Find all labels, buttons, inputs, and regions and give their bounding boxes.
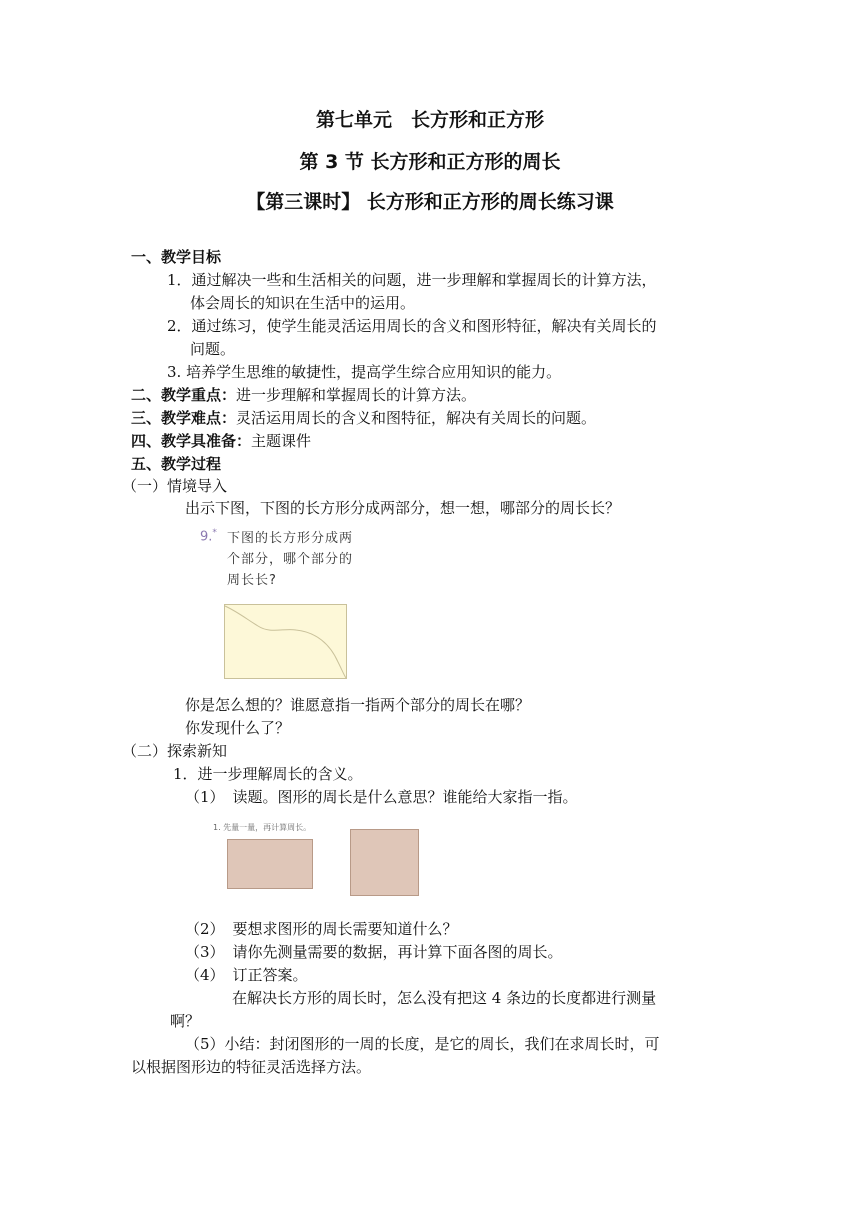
square-shape [350,829,419,896]
step-4-detail-line-2: 啊？ [170,1012,201,1030]
key-point [131,384,476,406]
step-1-text: 读题。图形的周长是什么意思？谁能给大家指一指。 [232,788,578,806]
figure2-caption: 1. 先量一量，再计算周长。 [213,823,312,832]
summary-line-1: （5）小结：封闭图形的一周的长度，是它的周长，我们在求周长时，可 [185,1035,660,1053]
figure1-text [227,528,353,591]
part1-intro: 出示下图，下图的长方形分成两部分，想一想，哪部分的周长长？ [185,499,621,517]
difficulty-label: 三、教学难点： [131,409,237,427]
step-1-number: （1） [185,788,225,806]
step-3 [185,941,563,963]
figure1-text-line-2: 个部分，哪个部分的 [227,552,354,567]
figure1-number: 9.* [200,528,217,545]
part1-question-2: 你发现什么了？ [185,719,291,737]
summary-line-2: 以根据图形边的特征灵活选择方法。 [131,1058,372,1076]
step-1 [185,786,578,808]
step-4 [185,964,308,986]
key-point-text: 进一步理解和掌握周长的计算方法。 [236,386,477,404]
step-4-number: （4） [185,966,225,984]
step-3-number: （3） [185,943,225,961]
objective-3: 3. 培养学生思维的敏捷性，提高学生综合应用知识的能力。 [167,363,562,381]
tools-text: 主题课件 [251,432,312,450]
objective-2-line-1: 2．通过练习，使学生能灵活运用周长的含义和图形特征，解决有关周长的 [167,317,657,335]
objective-1-line-2: 体会周长的知识在生活中的运用。 [190,294,416,312]
step-2-text: 要想求图形的周长需要知道什么？ [232,920,458,938]
objective-1-line-1: 1．通过解决一些和生活相关的问题，进一步理解和掌握周长的计算方法， [167,271,657,289]
divided-rectangle-figure [224,604,348,680]
difficulty-text: 灵活运用周长的含义和图特征，解决有关周长的问题。 [236,409,597,427]
step-3-text: 请你先测量需要的数据，再计算下面各图的周长。 [232,943,563,961]
process-heading: 五、教学过程 [131,455,222,473]
step-4-detail-line-1: 在解决长方形的周长时，怎么没有把这 4 条边的长度都进行测量 [232,989,657,1007]
unit-title: 第七单元 长方形和正方形 [315,109,544,131]
tools-label: 四、教学具准备： [131,432,252,450]
figure1-text-line-1: 下图的长方形分成两 [227,531,354,546]
rectangle-shape [227,839,313,889]
lesson-title: 【第三课时】 长方形和正方形的周长练习课 [246,191,614,213]
figure1-text-line-3: 周长长? [227,573,277,588]
part1-question-1: 你是怎么想的？谁愿意指一指两个部分的周长在哪？ [185,696,531,714]
step-4-text: 订正答案。 [232,966,308,984]
step-2-number: （2） [185,920,225,938]
objective-2-line-2: 问题。 [190,340,236,358]
part1-heading: （一）情境导入 [122,477,228,495]
part2-heading: （二）探索新知 [122,742,228,760]
section-title: 第 3 节 长方形和正方形的周长 [299,151,561,173]
key-point-label: 二、教学重点： [131,386,237,404]
difficulty [131,407,596,429]
part2-item-1: 1．进一步理解周长的含义。 [173,765,363,783]
tools [131,430,311,452]
step-2 [185,918,458,940]
objectives-heading: 一、教学目标 [131,248,222,266]
